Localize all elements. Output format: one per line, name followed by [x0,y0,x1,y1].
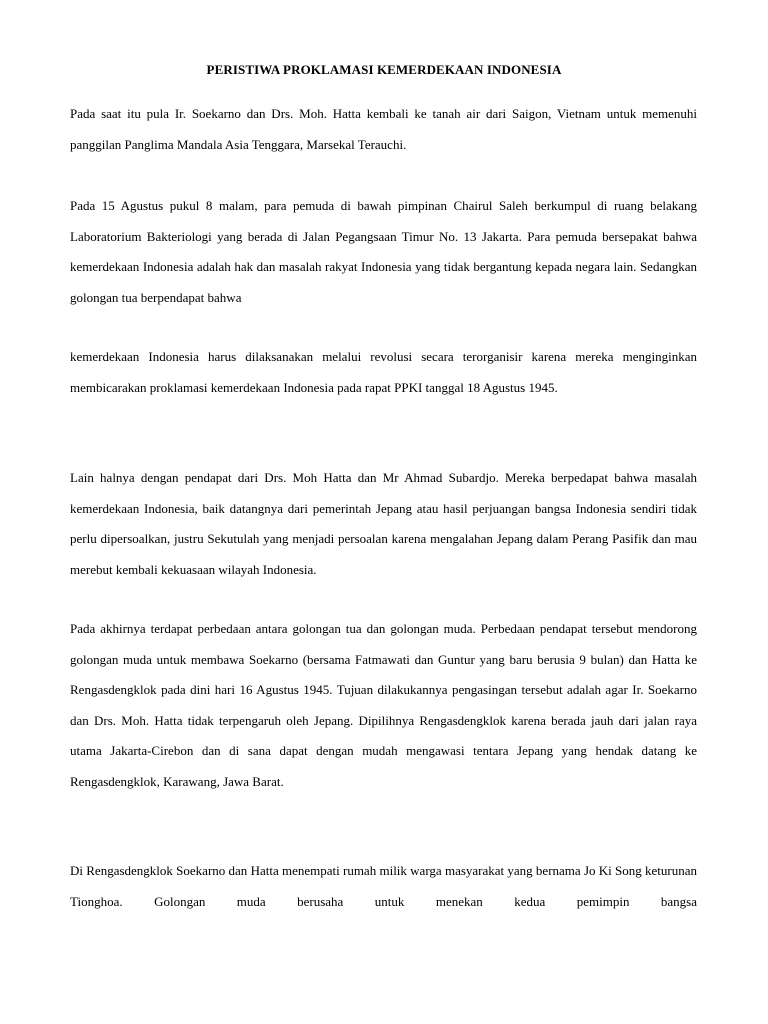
paragraph-youth-meeting: Pada 15 Agustus pukul 8 malam, para pemuda di bawah pimpinan Chairul Saleh berkumpul di ruang belakang Laboratorium Bakteriologi yang berada di Jalan Pegangsaan Timur No. 13 Jakarta. Para pemuda bersepakat bahwa kemerdekaan Indonesia adalah hak dan masalah rakyat Indonesia yang tidak bergantung kepada negara lain. Sedangkan golongan tua berpendapat bahwa [70,198,697,305]
paragraph-return-from-saigon: Pada saat itu pula Ir. Soekarno dan Drs. Moh. Hatta kembali ke tanah air dari Saigon, Vietnam untuk memenuhi panggilan Panglima Mandala Asia Tenggara, Marsekal Terauchi. [70,106,697,152]
paragraph-rengasdengklok-event: Pada akhirnya terdapat perbedaan antara golongan tua dan golongan muda. Perbedaan pendapat tersebut mendorong golongan muda untuk membawa Soekarno (bersama Fatmawati dan Guntur yang baru berusia 9 bulan) dan Hatta ke Rengasdengklok pada dini hari 16 Agustus 1945. Tujuan dilakukannya pengasingan tersebut adalah agar Ir. Soekarno dan Drs. Moh. Hatta tidak terpengaruh oleh Jepang. Dipilihnya Rengasdengklok karena berada jauh dari jalan raya utama Jakarta-Cirebon dan di sana dapat dengan mudah mengawasi tentara Jepang yang hendak datang ke Rengasdengklok, Karawang, Jawa Barat. [70,621,697,789]
document-title: PERISTIWA PROKLAMASI KEMERDEKAAN INDONESIA [206,62,562,77]
paragraph-jo-ki-song-house: Di Rengasdengklok Soekarno dan Hatta menempati rumah milik warga masyarakat yang bernama Jo Ki Song keturunan Tionghoa. Golongan muda berusaha untuk menekan kedua pemimpin bangsa [70,863,697,909]
paragraph-revolution-ppki: kemerdekaan Indonesia harus dilaksanakan melalui revolusi secara terorganisir karena mereka menginginkan membicarakan proklamasi kemerdekaan Indonesia pada rapat PPKI tanggal 18 Agustus 1945. [70,349,697,395]
paragraph-hatta-subardjo-opinion: Lain halnya dengan pendapat dari Drs. Moh Hatta dan Mr Ahmad Subardjo. Mereka berpedapat bahwa masalah kemerdekaan Indonesia, baik datangnya dari pemerintah Jepang atau hasil perjuangan bangsa Indonesia sendiri tidak perlu dipersoalkan, justru Sekutulah yang menjadi persoalan karena mengalahan Jepang dalam Perang Pasifik dan mau merebut kembali kekuasaan wilayah Indonesia. [70,470,697,577]
